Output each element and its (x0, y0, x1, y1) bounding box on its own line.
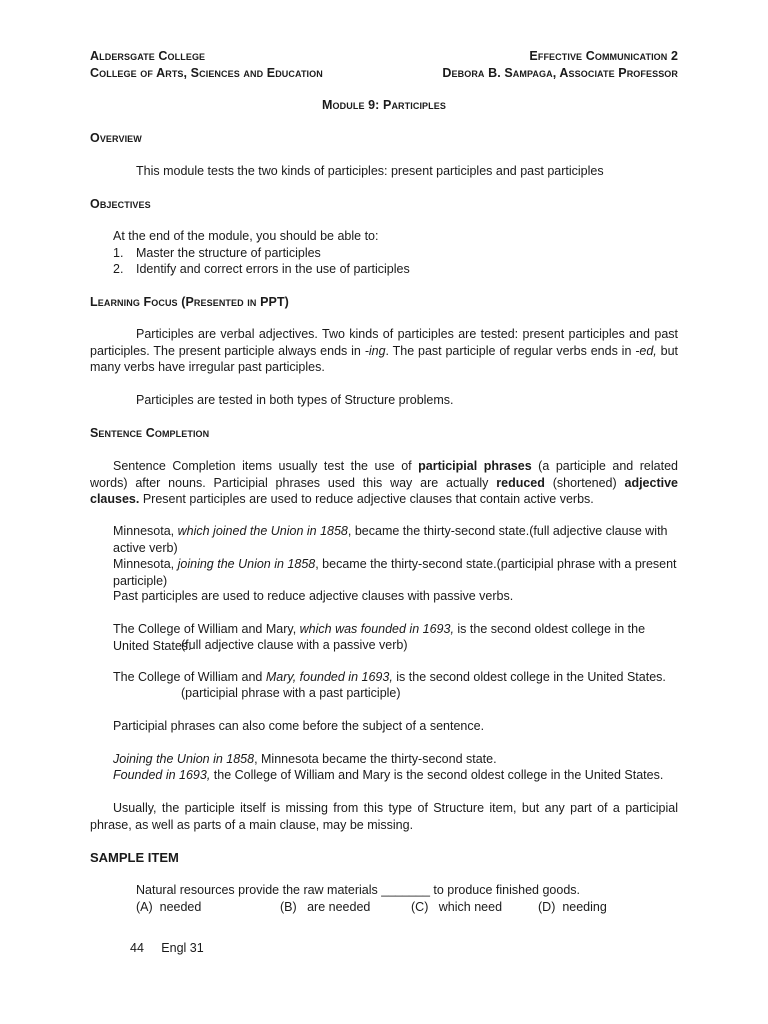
objective-text: Master the structure of participles (136, 245, 321, 260)
lf-text: Participles are verbal adjectives. Two kinds of participles are tested: present participles and past participles. The present participle always ends in (90, 327, 678, 358)
sc-text: Present participles are used to reduce adjective clauses that contain active verbs. (139, 492, 594, 506)
option-text: are needed (307, 900, 371, 914)
example-text: , became the thirty-second state.(full adjective clause with active verb) (113, 524, 668, 555)
learning-focus-heading: Learning Focus (Presented in PPT) (90, 295, 289, 309)
example-text: The College of William and Mary, (113, 622, 300, 636)
example-sentence-5 (113, 751, 683, 768)
objective-number: 2. (113, 262, 124, 276)
module-title: Module 9: Participles (322, 98, 446, 112)
objectives-block (113, 228, 673, 278)
example-sentence-1 (113, 523, 693, 556)
example-text: , became the thirty-second state.(participial phrase with a present participle) (113, 557, 677, 588)
objectives-intro: At the end of the module, you should be able to: (113, 229, 379, 243)
header-institution: Aldersgate College (90, 49, 206, 63)
objective-item (113, 261, 673, 278)
option-text: needing (562, 900, 607, 914)
example-note-3: (full adjective clause with a passive verb) (181, 638, 408, 652)
example-text: Minnesota, (113, 557, 178, 571)
option-d (538, 899, 607, 916)
sc-text: Sentence Completion items usually test the use of (113, 459, 419, 473)
example-sentence-4 (113, 669, 683, 686)
sc-bold-term: reduced (496, 475, 545, 490)
example-text: is the second oldest college in the United States. (113, 622, 646, 653)
sc-bold-term: adjective clauses. (90, 475, 679, 506)
sample-options (136, 899, 676, 916)
example-italic: which was founded in 1693, (299, 622, 454, 636)
learning-focus-paragraph-2: Participles are tested in both types of Structure problems. (136, 393, 454, 407)
example-sentence-6 (113, 767, 683, 784)
lf-ed-suffix: -ed, (635, 343, 657, 358)
example-italic: Mary, founded in 1693, (265, 670, 393, 684)
header-college: College of Arts, Sciences and Education (90, 66, 323, 80)
sample-item-heading: SAMPLE ITEM (90, 850, 179, 865)
sample-question: Natural resources provide the raw materials _______ to produce finished goods. (136, 883, 581, 897)
header-course: Effective Communication 2 (529, 49, 678, 63)
example-italic: joining the Union in 1858 (177, 557, 316, 571)
page-number: 44 (130, 941, 144, 955)
option-c (411, 899, 502, 916)
sentence-completion-paragraph-2: Past participles are used to reduce adjective clauses with passive verbs. (113, 589, 514, 603)
sentence-completion-paragraph-3: Participial phrases can also come before the subject of a sentence. (113, 719, 485, 733)
objective-text: Identify and correct errors in the use of participles (136, 262, 410, 276)
option-b (280, 899, 370, 916)
example-italic: which joined the Union in 1858 (177, 524, 348, 538)
objectives-heading: Objectives (90, 197, 151, 211)
footer-course: Engl 31 (161, 941, 204, 955)
objective-item (113, 245, 673, 262)
example-note-4: (participial phrase with a past participle) (181, 686, 401, 700)
example-text: Minnesota, (113, 524, 178, 538)
footer (130, 940, 204, 957)
option-label: (D) (538, 900, 556, 914)
option-label: (A) (136, 900, 153, 914)
sentence-completion-paragraph-1 (90, 458, 678, 508)
example-text: is the second oldest college in the United States. (392, 670, 666, 684)
option-a (136, 899, 201, 916)
option-text: which need (438, 900, 503, 914)
overview-text: This module tests the two kinds of participles: present participles and past participles (136, 164, 604, 178)
sc-text: (a participle and related words) after nouns. Participial phrases used this way are actually (90, 459, 678, 490)
lf-ing-suffix: -ing (364, 343, 386, 358)
sentence-completion-paragraph-4: Usually, the participle itself is missing from this type of Structure item, but any part of a participial phrase, as well as parts of a main clause, may be missing. (90, 801, 678, 832)
lf-text: but many verbs have irregular past participles. (90, 343, 678, 374)
option-label: (C) (411, 900, 429, 914)
overview-heading: Overview (90, 131, 142, 145)
sc-text: (shortened) (544, 475, 625, 490)
objective-number: 1. (113, 245, 124, 260)
example-sentence-2 (113, 556, 693, 589)
objectives-list (113, 245, 673, 278)
example-text: , Minnesota became the thirty-second state. (254, 752, 497, 766)
lf-text: . The past participle of regular verbs ends in (385, 343, 636, 358)
example-italic: Joining the Union in 1858 (113, 752, 255, 766)
example-text: The College of William and (113, 670, 266, 684)
option-text: needed (159, 900, 202, 914)
option-label: (B) (280, 900, 297, 914)
header-professor: Debora B. Sampaga, Associate Professor (442, 66, 678, 80)
sc-bold-term: participial phrases (418, 459, 532, 473)
learning-focus-paragraph-1 (90, 326, 678, 376)
example-italic: Founded in 1693, (113, 768, 211, 782)
sentence-completion-heading: Sentence Completion (90, 426, 210, 440)
example-text: the College of William and Mary is the second oldest college in the United States. (210, 768, 664, 782)
